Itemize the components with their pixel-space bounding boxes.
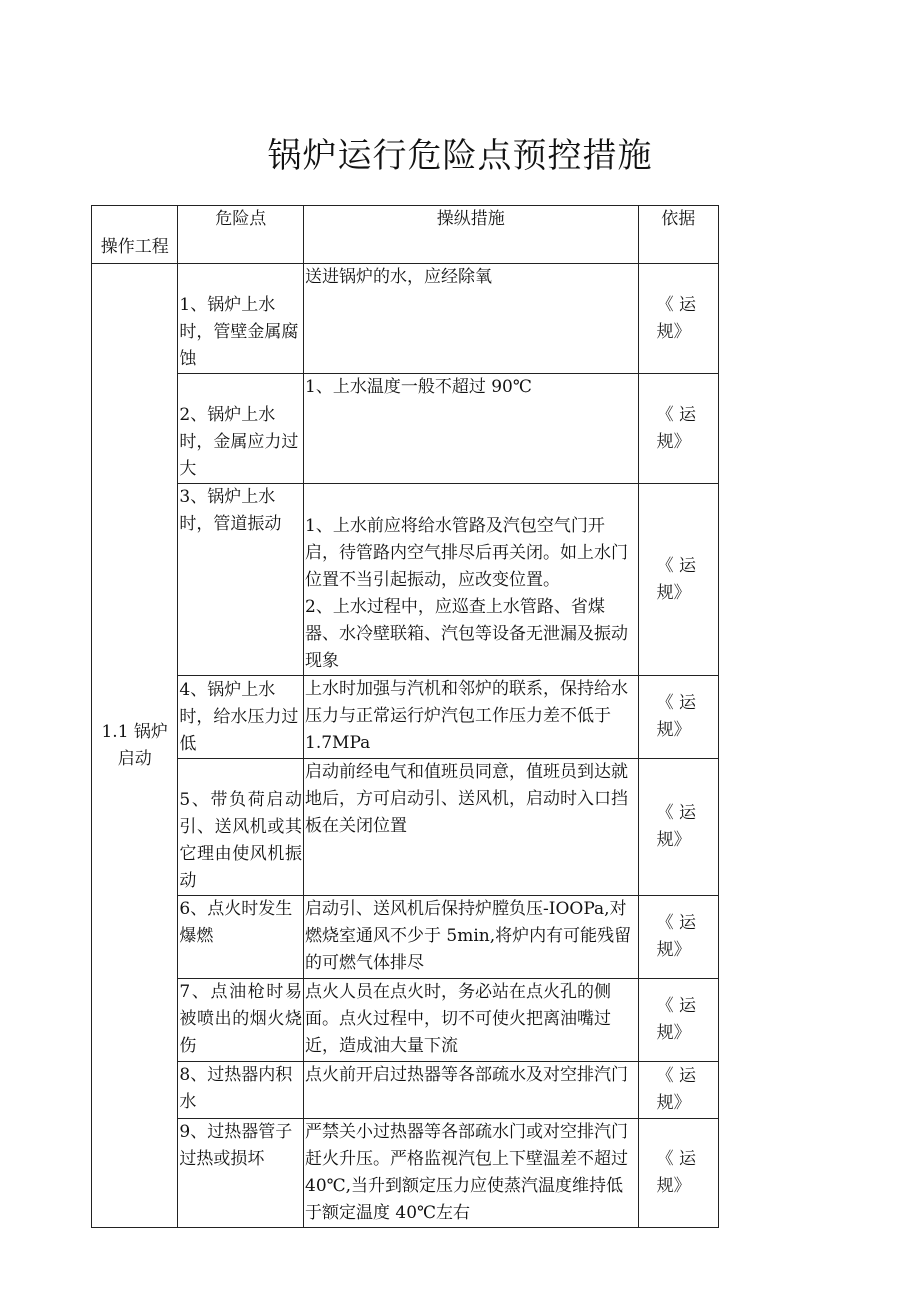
measure-cell	[304, 484, 639, 676]
measure-cell	[304, 979, 639, 1062]
measure-text: 点火前开启过热器等各部疏水及对空排汽门	[305, 1065, 628, 1085]
table-row	[92, 759, 719, 896]
table-row	[92, 374, 719, 484]
basis-cell: 《 运规》	[638, 896, 718, 979]
risk-cell: 4、锅炉上水时，给水压力过低	[178, 676, 304, 759]
measure-text: 上水时加强与汽机和邻炉的联系，保持给水压力与正常运行炉汽包工作压力差不低于 1.7MPa	[305, 679, 628, 753]
measure-text: 点火人员在点火时，务必站在点火孔的侧面。点火过程中，切不可使火把离油嘴过近，造成油大量下流	[305, 982, 611, 1056]
risk-control-table	[91, 205, 719, 1228]
measure-text: 1、上水前应将给水管路及汽包空气门开启，待管路内空气排尽后再关闭。如上水门位置不当引起振动，应改变位置。	[305, 516, 628, 590]
header-operation: 操作工程	[92, 206, 178, 264]
measure-text: 1、上水温度一般不超过 90℃	[305, 377, 532, 397]
risk-cell: 3、锅炉上水时，管道振动	[178, 484, 304, 676]
basis-cell: 《 运规》	[638, 759, 718, 896]
measure-text: 启动引、送风机后保持炉膛负压-IOOPa,对燃烧室通风不少于 5min,将炉内有可能残留的可燃气体排尽	[305, 899, 632, 973]
risk-cell: 7、点油枪时易被喷出的烟火烧伤	[178, 979, 304, 1062]
header-measure: 操纵措施	[304, 206, 639, 264]
measure-cell	[304, 374, 639, 484]
table-row	[92, 1062, 719, 1119]
risk-cell: 9、过热器管子过热或损坏	[178, 1119, 304, 1228]
measure-text: 严禁关小过热器等各部疏水门或对空排汽门赶火升压。严格监视汽包上下壁温差不超过 40℃,当升到额定压力应使蒸汽温度维持低于额定温度 40℃左右	[305, 1122, 634, 1223]
measure-cell	[304, 676, 639, 759]
risk-cell: 1、锅炉上水时，管壁金属腐蚀	[178, 264, 304, 374]
measure-cell	[304, 264, 639, 374]
header-basis: 依据	[638, 206, 718, 264]
measure-cell	[304, 1119, 639, 1228]
basis-cell: 《 运规》	[638, 676, 718, 759]
basis-cell: 《 运规》	[638, 484, 718, 676]
measure-text: 启动前经电气和值班员同意，值班员到达就地后，方可启动引、送风机，启动时入口挡板在关闭位置	[305, 762, 628, 836]
table-header-row	[92, 206, 719, 264]
stage-cell: 1.1 锅炉启动	[92, 264, 178, 1228]
basis-cell: 《 运规》	[638, 374, 718, 484]
risk-cell: 6、点火时发生爆燃	[178, 896, 304, 979]
basis-cell: 《 运规》	[638, 264, 718, 374]
measure-cell	[304, 896, 639, 979]
measure-cell	[304, 759, 639, 896]
basis-cell: 《 运规》	[638, 1119, 718, 1228]
basis-cell: 《 运规》	[638, 1062, 718, 1119]
table-row	[92, 676, 719, 759]
table-row	[92, 896, 719, 979]
risk-cell: 5、带负荷启动引、送风机或其它理由使风机振动	[178, 759, 304, 896]
page-title: 锅炉运行危险点预控措施	[267, 136, 653, 176]
risk-cell: 2、锅炉上水时，金属应力过大	[178, 374, 304, 484]
table-row	[92, 484, 719, 676]
table-row	[92, 979, 719, 1062]
basis-cell: 《 运规》	[638, 979, 718, 1062]
table-row	[92, 1119, 719, 1228]
measure-cell	[304, 1062, 639, 1119]
table-row	[92, 264, 719, 374]
measure-text: 送进锅炉的水，应经除氧	[305, 267, 492, 287]
risk-cell: 8、过热器内积水	[178, 1062, 304, 1119]
header-risk: 危险点	[178, 206, 304, 264]
measure-text: 2、上水过程中，应巡查上水管路、省煤器、水冷壁联箱、汽包等设备无泄漏及振动现象	[305, 597, 628, 671]
